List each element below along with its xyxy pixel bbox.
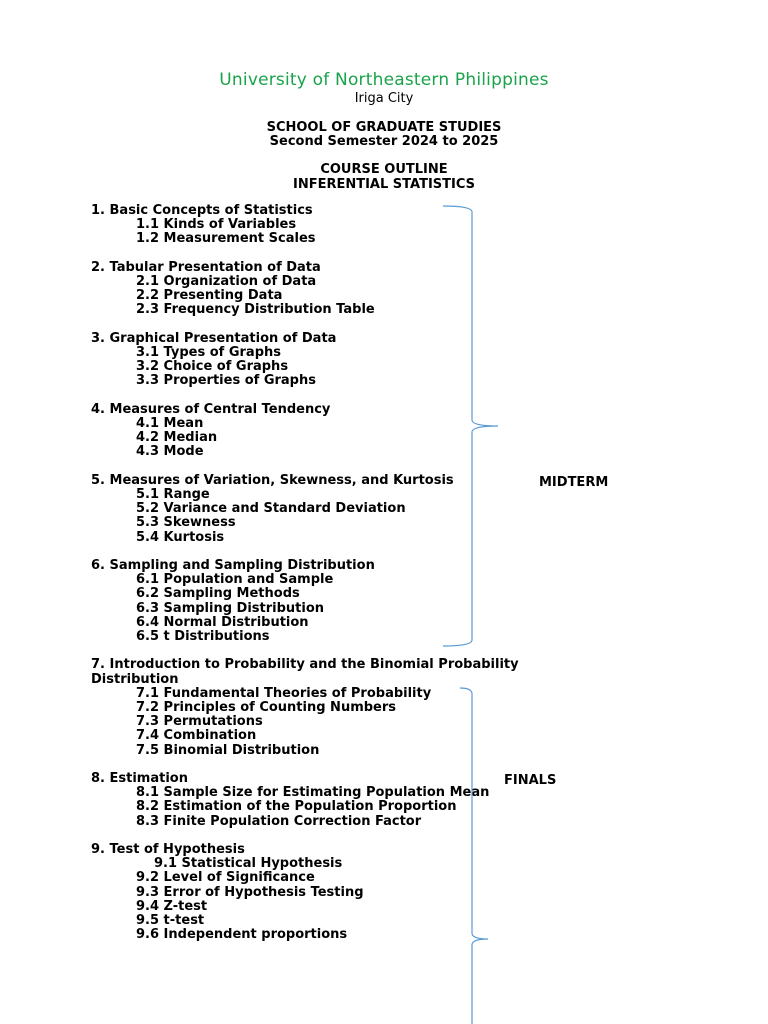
section-heading: 1. Basic Concepts of Statistics (91, 203, 313, 218)
topic-item: 9.1 Statistical Hypothesis (154, 856, 343, 872)
topic-item: 3.2 Choice of Graphs (136, 359, 289, 375)
topic-item: 7.1 Fundamental Theories of Probability (136, 685, 432, 701)
section-heading: 6. Sampling and Sampling Distribution (91, 558, 375, 573)
topic-item: 4.2 Median (136, 430, 218, 446)
topic-item: 5.4 Kurtosis (136, 529, 225, 545)
topic-item: 3.3 Properties of Graphs (136, 373, 316, 389)
topic-item: 8.2 Estimation of the Population Proportion (136, 799, 457, 815)
topic-item: 7.3 Permutations (136, 714, 263, 730)
topic-item: 9.3 Error of Hypothesis Testing (136, 884, 364, 900)
topic-item: 9.5 t-test (136, 913, 205, 929)
topic-item: 2.2 Presenting Data (136, 288, 283, 304)
topic-item: 7.4 Combination (136, 728, 257, 744)
topic-item: 2.1 Organization of Data (136, 274, 317, 289)
school-label: SCHOOL OF GRADUATE STUDIES (266, 120, 502, 135)
university-title: University of Northeastern Philippines (219, 70, 549, 90)
topic-item: 5.3 Skewness (136, 515, 236, 531)
topic-item: 6.5 t Distributions (136, 629, 270, 645)
section-heading: 8. Estimation (91, 771, 188, 787)
topic-item: 1.2 Measurement Scales (136, 231, 316, 247)
topic-item: 4.3 Mode (136, 444, 204, 460)
outline-title: COURSE OUTLINE (320, 162, 448, 177)
topic-item: 6.4 Normal Distribution (136, 614, 309, 630)
topic-item: 7.2 Principles of Counting Numbers (136, 700, 397, 716)
topic-item: 5.2 Variance and Standard Deviation (136, 501, 406, 517)
topic-item: 9.4 Z-test (136, 898, 208, 914)
section-heading: 2. Tabular Presentation of Data (91, 259, 321, 275)
midterm-brace (443, 206, 498, 646)
topic-item: 2.3 Frequency Distribution Table (136, 302, 375, 318)
topic-item: 3.1 Types of Graphs (136, 345, 282, 360)
topic-item: 9.2 Level of Significance (136, 870, 315, 886)
semester-label: Second Semester 2024 to 2025 (269, 134, 499, 149)
topic-item: 4.1 Mean (136, 416, 204, 431)
section-heading: 4. Measures of Central Tendency (91, 401, 331, 417)
topic-item: 1.1 Kinds of Variables (136, 217, 297, 233)
midterm-label: MIDTERM (539, 475, 609, 490)
topic-item: 5.1 Range (136, 487, 210, 502)
section-heading: 9. Test of Hypothesis (91, 842, 245, 858)
topic-item: 8.3 Finite Population Correction Factor (136, 813, 422, 829)
finals-label: FINALS (504, 773, 557, 788)
finals-brace (460, 688, 488, 1024)
section-heading: 7. Introduction to Probability and the Binomial Probability Distribution (91, 657, 519, 687)
section-heading: 5. Measures of Variation, Skewness, and Kurtosis (91, 472, 454, 488)
city-label: Iriga City (354, 91, 414, 106)
topic-item: 8.1 Sample Size for Estimating Population Mean (136, 785, 490, 801)
topic-item: 6.1 Population and Sample (136, 572, 334, 588)
topic-item: 7.5 Binomial Distribution (136, 742, 320, 758)
topic-item: 6.2 Sampling Methods (136, 586, 300, 602)
topic-item: 9.6 Independent proportions (136, 927, 348, 943)
course-title: INFERENTIAL STATISTICS (292, 177, 475, 192)
section-heading: 3. Graphical Presentation of Data (91, 330, 337, 346)
topic-item: 6.3 Sampling Distribution (136, 600, 325, 616)
